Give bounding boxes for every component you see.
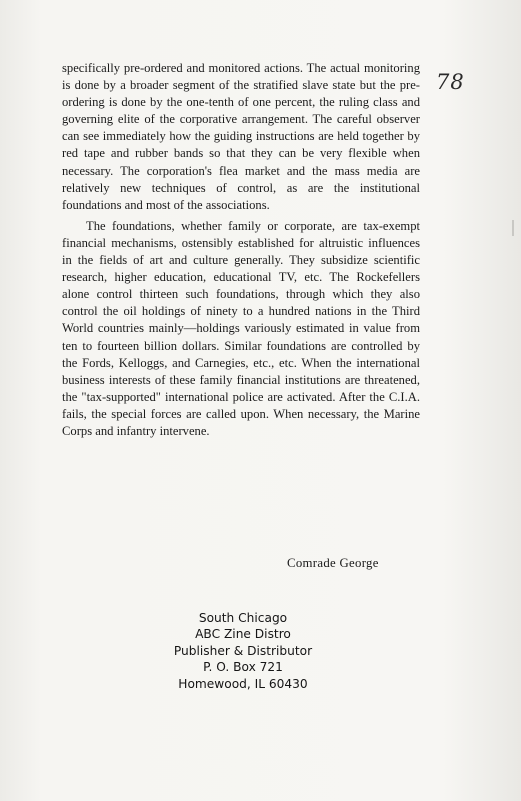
scan-edge-mark xyxy=(512,220,514,236)
paragraph-1: specifically pre-ordered and monitored actions. The actual monitoring is done by a broader segment of the stratified slave state but the pre-ordering is done by the one-tenth of one percent, the ruling class and governing elite of the corporative arrangement. The careful observer can see immediately how the guiding instructions are held together by red tape and rubber bands so that they can be very flexible when necessary. The corporation's flea market and the mass media are relatively new techniques of control, as are the institutional foundations and most of the associations. xyxy=(62,61,420,212)
imprint-line-5: Homewood, IL 60430 xyxy=(178,676,308,691)
article-body xyxy=(62,60,420,440)
publisher-imprint xyxy=(168,610,318,692)
paragraph-2: The foundations, whether family or corporate, are tax-exempt financial mechanisms, ostensibly established for altruistic influences in the fields of art and culture generally. They subsidize scientific research, higher education, educational TV, etc. The Rockefellers alone control thirteen such foundations, through which they also control the oil holdings of ninety to a hundred nations in the Third World countries mainly—holdings variously estimated in value from ten to fourteen billion dollars. Similar foundations are controlled by the Fords, Kelloggs, and Carnegies, etc., etc. When the international business interests of these family financial institutions are threatened, the "tax-supported" international police are activated. After the C.I.A. fails, the special forces are called upon. When necessary, the Marine Corps and infantry intervene. xyxy=(62,218,420,438)
imprint-line-2: ABC Zine Distro xyxy=(195,627,291,642)
page-number: 78 xyxy=(436,70,465,94)
imprint-line-3: Publisher & Distributor xyxy=(173,643,313,658)
imprint-line-1: South Chicago xyxy=(198,611,288,625)
author-signature: Comrade George xyxy=(287,556,379,570)
imprint-line-4: P. O. Box 721 xyxy=(203,660,283,675)
